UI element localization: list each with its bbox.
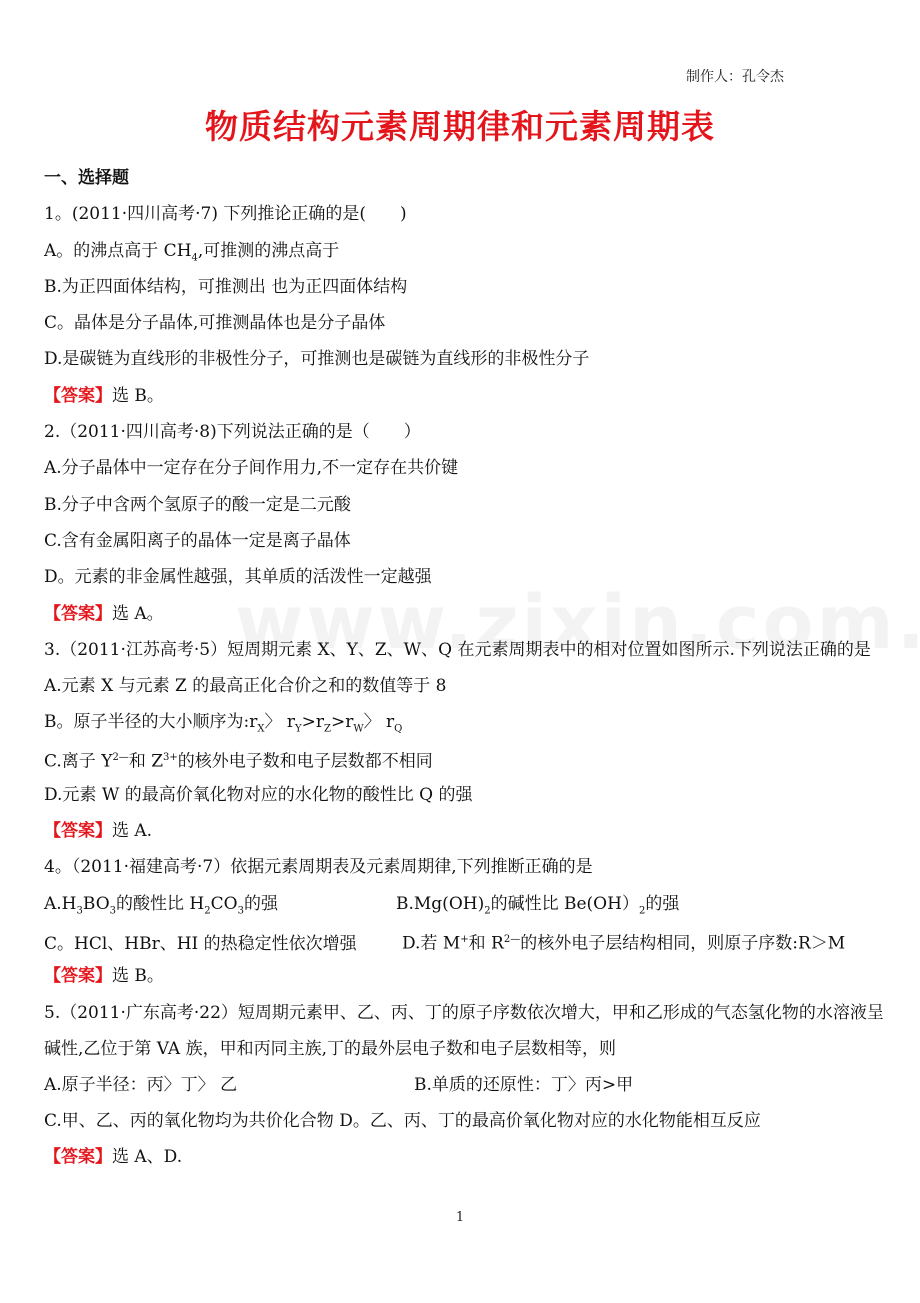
question-5-options-cd: C.甲、乙、丙的氧化物均为共价化合物 D。乙、丙、丁的最高价氧化物对应的水化物能相互反应 [44, 1110, 761, 1131]
page-number: 1 [455, 1210, 465, 1225]
question-4-answer: 【答案】选 B。 [44, 966, 164, 987]
question-4-options-cd [44, 922, 884, 958]
question-4-option-b: $B.Mg(OH)_2$的碱性比 $Be(OH)_2$的强 [396, 893, 680, 917]
question-5-options-ab [44, 1067, 884, 1103]
question-4-option-a: $A.H_3BO_3$的酸性比 $H_2CO_3$的强 [44, 893, 278, 917]
question-3-answer: 【答案】选 A. [44, 821, 153, 842]
question-3-option-a: A.元素 X 与元素 Z 的最高正化合价之和的数值等于 8 [44, 675, 447, 696]
question-2-stem: 2.（2011·四川高考·8)下列说法正确的是（ ） [44, 422, 421, 443]
document-body [44, 160, 884, 1175]
section-heading: 一、选择题 [44, 168, 129, 188]
question-2-option-b: B.分子中含两个氢原子的酸一定是二元酸 [44, 494, 351, 515]
question-5-option-a: A.原子半径：丙〉丁〉 乙 [44, 1074, 238, 1095]
answer-tag: 【答案】 [44, 821, 112, 842]
question-2-option-c: C.含有金属阳离子的晶体一定是离子晶体 [44, 530, 351, 551]
question-1-option-a: A。的沸点高于 $CH_4$,可推测的沸点高于 [44, 240, 340, 263]
question-3-option-d: D.元素 W 的最高价氧化物对应的水化物的酸性比 Q 的强 [44, 784, 473, 805]
question-1-option-b: B.为正四面体结构，可推测出 也为正四面体结构 [44, 276, 408, 297]
question-4-option-c: C。HCl、HBr、HI 的热稳定性依次增强 [44, 933, 357, 954]
question-5-answer: 【答案】选 A、D. [44, 1147, 183, 1168]
question-1-option-c: C。晶体是分子晶体,可推测晶体也是分子晶体 [44, 313, 386, 334]
watermark [235, 580, 920, 666]
question-3-option-b: B。原子半径的大小顺序为$:r_X$〉 $r_Y>r_Z>r_W$〉 $r_Q$ [44, 712, 403, 735]
answer-tag: 【答案】 [44, 603, 112, 624]
question-2-answer: 【答案】选 A。 [44, 603, 164, 624]
question-4-option-d: D.若 M+和 $R^{2—}$的核外电子层结构相同，则原子序数:R＞M [402, 933, 846, 954]
question-5-option-b: B.单质的还原性：丁〉丙>甲 [414, 1074, 634, 1095]
question-1-option-d: D.是碳链为直线形的非极性分子，可推测也是碳链为直线形的非极性分子 [44, 349, 590, 370]
author-label: 制作人：孔令杰 [686, 69, 784, 85]
question-3-stem: 3.（2011·江苏高考·5）短周期元素 X、Y、Z、W、Q 在元素周期表中的相对位置如图所示.下列说法正确的是 [44, 639, 871, 660]
question-4-options-ab [44, 886, 884, 922]
answer-tag: 【答案】 [44, 966, 112, 987]
question-1-stem: 1。(2011·四川高考·7) 下列推论正确的是( ) [44, 204, 407, 225]
question-4-stem: 4。（2011·福建高考·7）依据元素周期表及元素周期律,下列推断正确的是 [44, 857, 593, 878]
question-3-option-c: C.离子 $Y^{2—}$和 $Z^{3+}$的核外电子数和电子层数都不相同 [44, 752, 433, 773]
question-5-stem: 5.（2011·广东高考·22）短周期元素甲、乙、丙、丁的原子序数依次增大，甲和乙形成的气态氢化物的水溶液呈碱性,乙位于第 VA 族，甲和丙同主族,丁的最外层电子数和电子层数相等，则 [44, 1002, 884, 1059]
answer-tag: 【答案】 [44, 385, 112, 406]
question-1-answer: 【答案】选 B。 [44, 385, 164, 406]
answer-tag: 【答案】 [44, 1147, 112, 1168]
question-2-option-a: A.分子晶体中一定存在分子间作用力,不一定存在共价键 [44, 458, 459, 479]
question-2-option-d: D。元素的非金属性越强，其单质的活泼性一定越强 [44, 567, 432, 588]
document-title: 物质结构元素周期律和元素周期表 [205, 107, 715, 146]
